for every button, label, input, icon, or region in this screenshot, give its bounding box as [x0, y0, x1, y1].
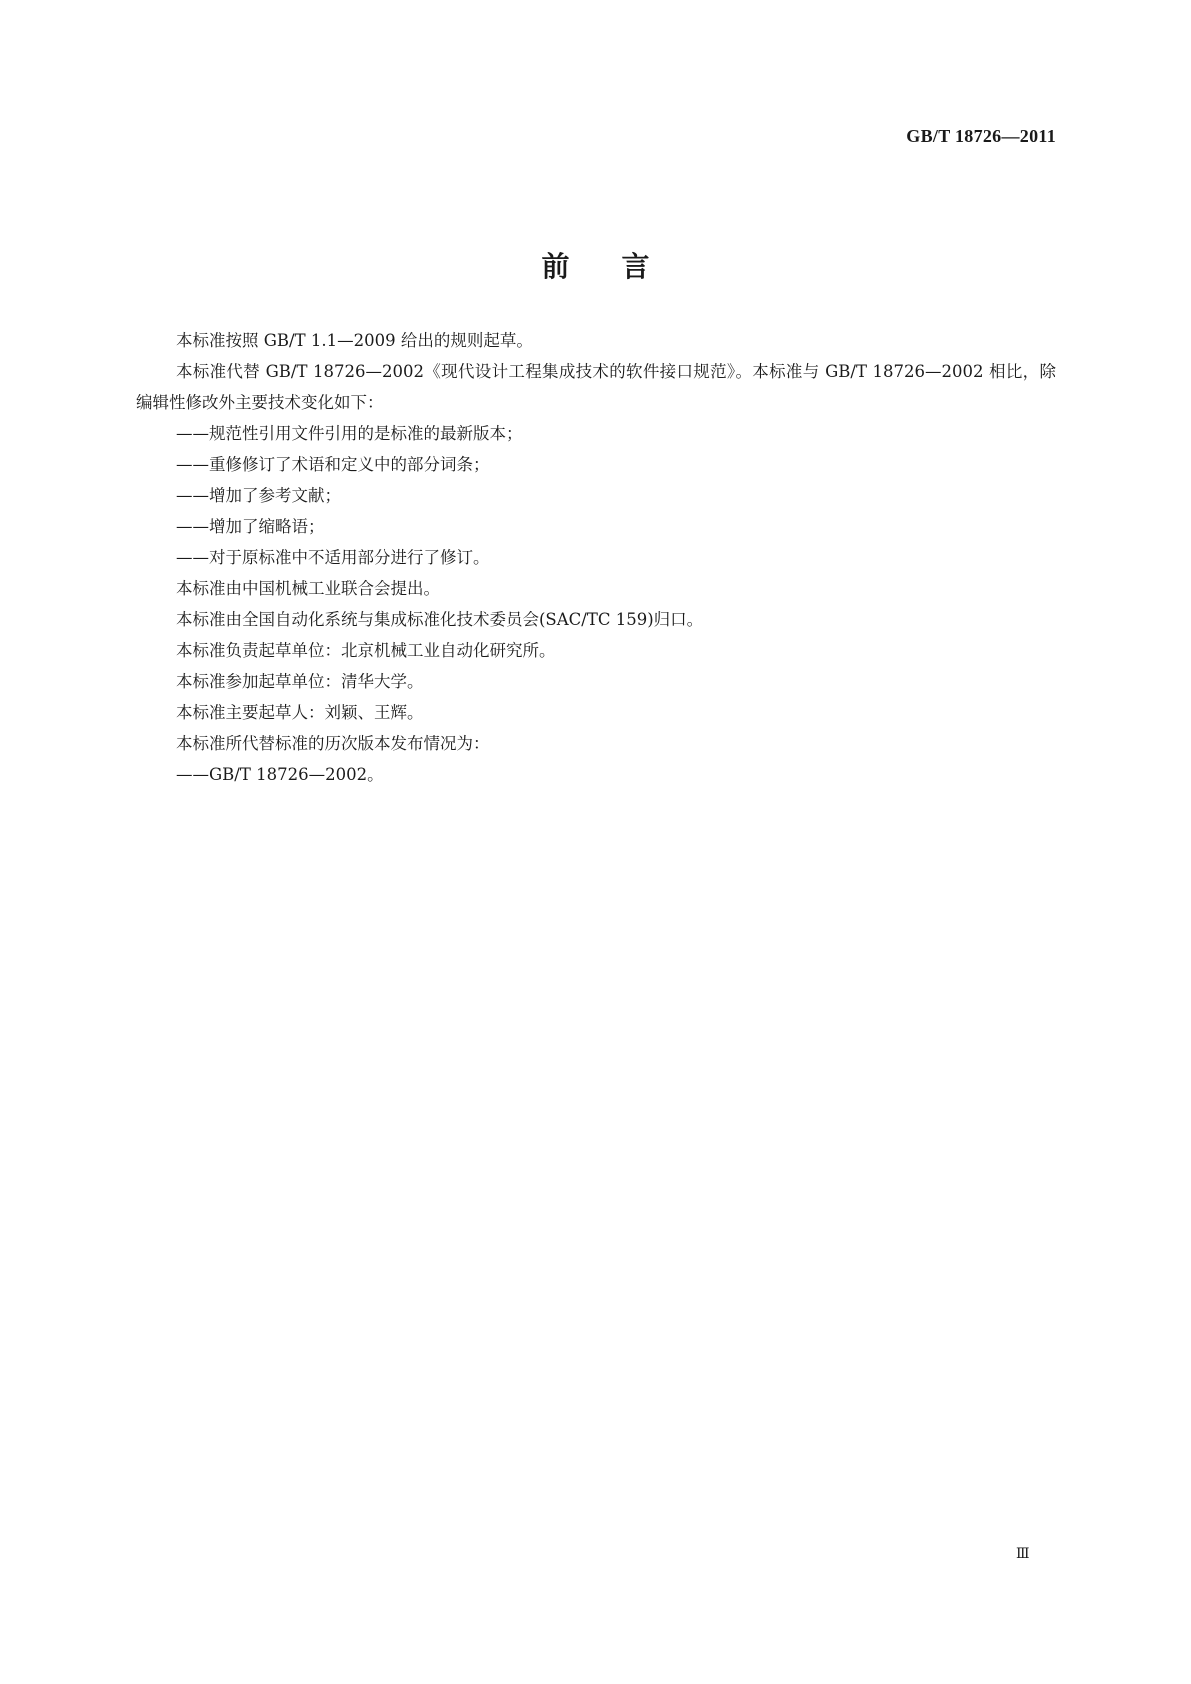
list-item: ——增加了参考文献； [176, 486, 341, 505]
list-item: ——重修修订了术语和定义中的部分词条； [176, 455, 490, 474]
paragraph-proposer: 本标准由中国机械工业联合会提出。 [176, 579, 440, 598]
paragraph-replacement: 本标准代替 GB/T 18726—2002《现代设计工程集成技术的软件接口规范》。本标准与 GB/T 18726—2002 相比，除编辑性修改外主要技术变化如下： [136, 362, 1056, 412]
list-item: ——GB/T 18726—2002。 [176, 765, 384, 784]
paragraph-committee: 本标准由全国自动化系统与集成标准化技术委员会(SAC/TC 159)归口。 [176, 610, 704, 629]
paragraph-drafters: 本标准主要起草人：刘颖、王辉。 [176, 703, 424, 722]
paragraph-participating-unit: 本标准参加起草单位：清华大学。 [176, 672, 424, 691]
foreword-body [136, 325, 1056, 790]
page-number: Ⅲ [1015, 1547, 1030, 1562]
standard-number: GB/T 18726—2011 [906, 126, 1056, 146]
paragraph-drafting-unit: 本标准负责起草单位：北京机械工业自动化研究所。 [176, 641, 556, 660]
list-item: ——对于原标准中不适用部分进行了修订。 [176, 548, 490, 567]
page-title: 前言 [541, 249, 702, 283]
list-item: ——规范性引用文件引用的是标准的最新版本； [176, 424, 523, 443]
paragraph-drafting-rules: 本标准按照 GB/T 1.1—2009 给出的规则起草。 [176, 331, 533, 350]
paragraph-history-intro: 本标准所代替标准的历次版本发布情况为： [176, 734, 490, 753]
list-item: ——增加了缩略语； [176, 517, 325, 536]
